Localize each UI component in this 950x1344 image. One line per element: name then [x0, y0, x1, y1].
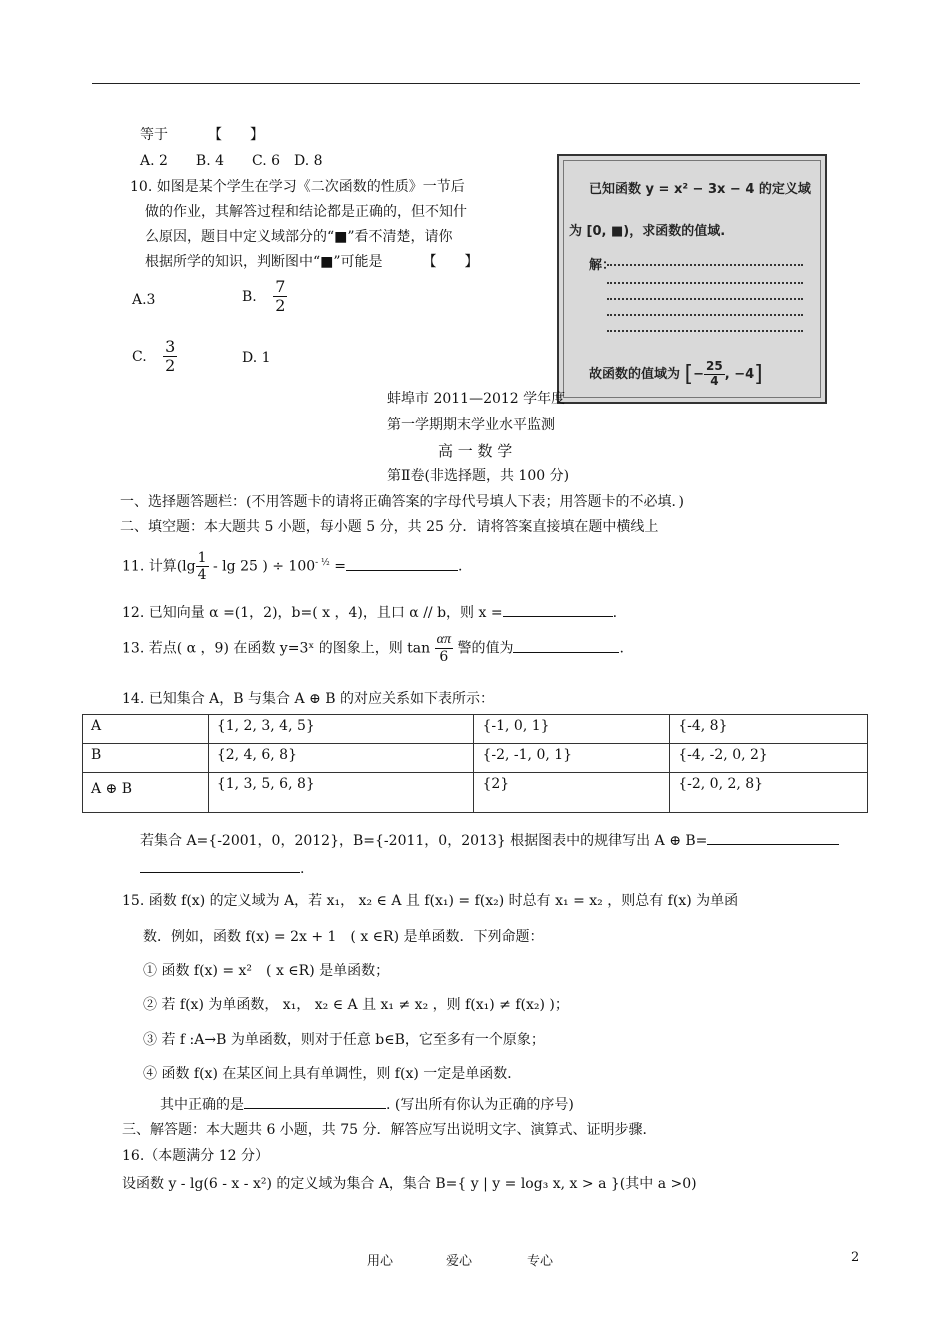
table-cell: A ⊕ B [83, 773, 209, 813]
q10-line3: 么原因，题目中定义域部分的“■”看不清楚，请你 [145, 229, 453, 245]
section-two: 二、填空题：本大题共 5 小题，每小题 5 分，共 25 分．请将答案直接填在题中横线上 [120, 519, 659, 535]
q15-answer: 其中正确的是 . (写出所有你认为正确的序号) [160, 1094, 574, 1114]
homework-figure [557, 154, 827, 404]
q15-item2: ② 若 f(x) 为单函数， x₁， x₂ ∈ A 且 x₁ ≠ x₂ ，则 f(x₁) ≠ f(x₂) )； [143, 997, 569, 1013]
exam-part: 第Ⅱ卷(非选择题，共 100 分) [387, 468, 570, 484]
exam-term: 第一学期期末学业水平监测 [387, 417, 555, 433]
q10-choice-a: A.3 [132, 292, 156, 308]
figure-dotted-line [607, 330, 803, 332]
table-cell: B [83, 744, 209, 773]
q15-line1: 15. 函数 f(x) 的定义域为 A，若 x₁， x₂ ∈ A 且 f(x₁) = f(x₂) 时总有 x₁ = x₂ ，则总有 f(x) 为单函 [122, 893, 739, 909]
figure-line2: 为 [0, ■)，求函数的值域. [569, 224, 726, 239]
page-number: 2 [851, 1250, 860, 1265]
figure-conclusion: 故函数的值域为 [− $\frac{25}{4}$ , −4] [589, 359, 763, 388]
footer-aixin: 爱心 [446, 1254, 473, 1269]
q14-answer-line: . [140, 858, 304, 877]
q10-choice-c: C. $\frac{3}{2}$ [132, 337, 176, 376]
section-three: 三、解答题：本大题共 6 小题，共 75 分．解答应写出说明文字、演算式、证明步骤． [122, 1122, 657, 1138]
q11: 11. 计算(lg $\frac{1}{4}$ - lg 25 ) ÷ $100^{- \frac{1}{2}}$ = . [122, 550, 463, 584]
table-row [83, 744, 868, 773]
table-cell: {-4, 8} [670, 715, 868, 744]
table-cell: {-1, 0, 1} [474, 715, 670, 744]
table-row [83, 773, 868, 813]
q14-intro: 14. 已知集合 A，B 与集合 A ⊕ B 的对应关系如下表所示： [122, 691, 494, 707]
q16-title: 16.（本题满分 12 分） [122, 1148, 269, 1164]
exam-city: 蚌埠市 2011—2012 学年度 [387, 391, 566, 407]
q16-text: 设函数 y - lg(6 - x - x²) 的定义域为集合 A，集合 B={ y | y = log₃ x, x > a }(其中 a >0) [122, 1176, 697, 1192]
table-cell: A [83, 715, 209, 744]
figure-dotted-line [607, 282, 803, 284]
table-cell: {-2, -1, 0, 1} [474, 744, 670, 773]
q15-line2: 数．例如，函数 f(x) = 2x + 1 ( x ∈R) 是单函数．下列命题： [143, 929, 544, 945]
q15-item1: ① 函数 f(x) = x² ( x ∈R) 是单函数； [143, 963, 390, 979]
figure-line1: 已知函数 y = x² − 3x − 4 的定义域 [589, 182, 811, 197]
q9-choices: A. 2 B. 4 C. 6 D. 8 [140, 153, 323, 169]
table-cell: {2} [474, 773, 670, 813]
figure-dotted-line [607, 298, 803, 300]
q14-question: 若集合 A={-2001，0，2012}，B={-2011，0，2013} 根据图表中的规律写出 A ⊕ B= [140, 830, 839, 850]
table-cell: {-2, 0, 2, 8} [670, 773, 868, 813]
footer-yongxin: 用心 [367, 1254, 394, 1269]
q9-equals: 等于 【 】 [140, 127, 264, 143]
footer-zhuanxin: 专心 [527, 1254, 554, 1269]
table-row [83, 715, 868, 744]
table-cell: {1, 2, 3, 4, 5} [208, 715, 474, 744]
table-cell: {2, 4, 6, 8} [208, 744, 474, 773]
q12: 12. 已知向量 α =(1，2)，b=( x ，4)，且口 α // b，则 x = . [122, 602, 617, 622]
figure-dotted-line [607, 264, 803, 266]
q10-line4: 根据所学的知识，判断图中“■”可能是 【 】 [145, 254, 479, 270]
q10-line1: 10. 如图是某个学生在学习《二次函数的性质》一节后 [130, 179, 465, 195]
exam-subject: 高 一 数 学 [438, 442, 513, 460]
q13: 13. 若点( α ，9) 在函数 y=3ˣ 的图象上，则 tan $\frac{\alpha\pi}{6}$ 警的值为 . [122, 632, 624, 666]
figure-jie: 解： [589, 258, 616, 273]
q15-item4: ④ 函数 f(x) 在某区间上具有单调性，则 f(x) 一定是单函数． [143, 1066, 522, 1082]
q10-choice-d: D. 1 [242, 350, 271, 366]
figure-dotted-line [607, 314, 803, 316]
q10-line2: 做的作业，其解答过程和结论都是正确的，但不知什 [145, 204, 467, 220]
section-one: 一、选择题答题栏：(不用答题卡的请将正确答案的字母代号填人下表；用答题卡的不必填．) [120, 494, 684, 510]
header-rule [92, 83, 860, 84]
q10-choice-b: B. $\frac{7}{2}$ [242, 277, 286, 316]
q15-item3: ③ 若 f :A→B 为单函数，则对于任意 b∈B，它至多有一个原象； [143, 1032, 545, 1048]
set-operation-table [82, 714, 868, 813]
table-cell: {1, 3, 5, 6, 8} [208, 773, 474, 813]
table-cell: {-4, -2, 0, 2} [670, 744, 868, 773]
